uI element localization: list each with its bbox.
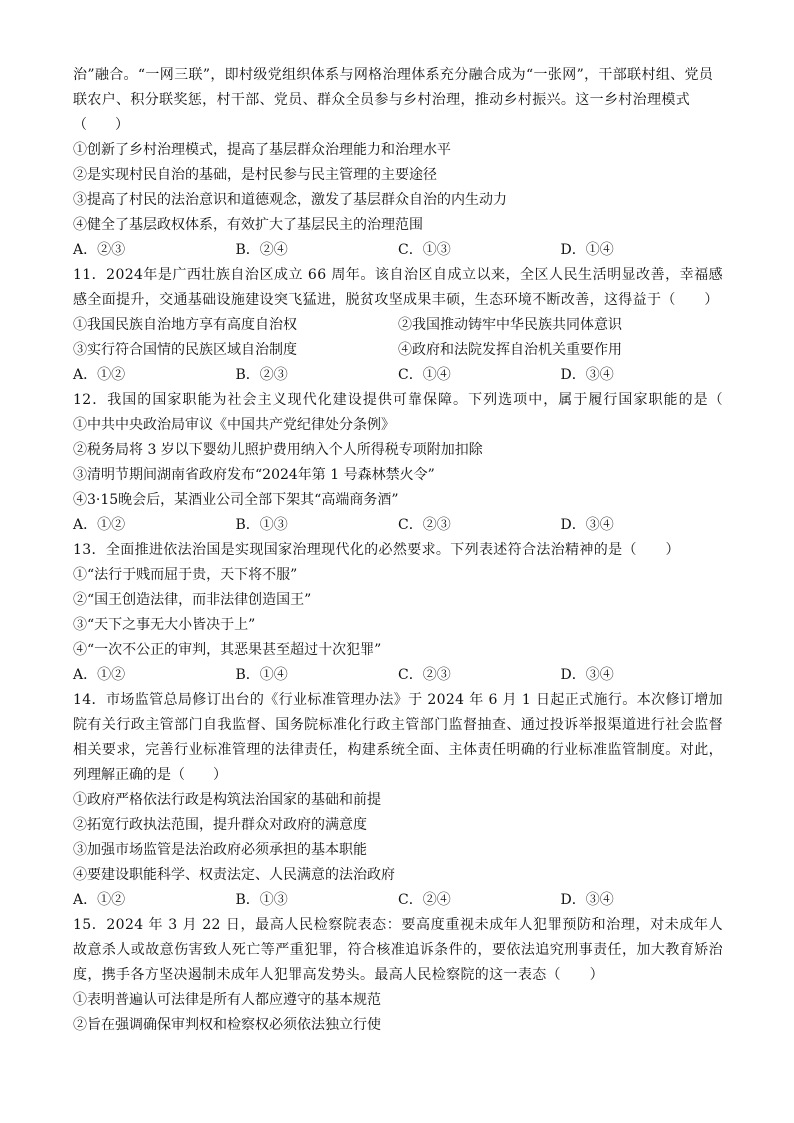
statement-4: ④政府和法院发挥自治机关重要作用: [398, 342, 622, 358]
question-10-continuation: [73, 63, 723, 263]
option-b[interactable]: B．①③: [235, 892, 288, 908]
option-b[interactable]: B．②③: [235, 367, 288, 383]
question-stem-line: 列理解正确的是（ ）: [73, 767, 227, 783]
statement-3: ③清明节期间湖南省政府发布“2024年第 1 号森林禁火令”: [73, 467, 435, 483]
statement-4: ④健全了基层政权体系，有效扩大了基层民主的治理范围: [73, 217, 423, 233]
statement-1: ①政府严格依法行政是构筑法治国家的基础和前提: [73, 792, 381, 808]
answer-options: [73, 363, 723, 388]
question-stem-line: 感全面提升，交通基础设施建设突飞猛进，脱贫攻坚成果丰硕，生态环境不断改善，这得益于（ ）: [73, 292, 719, 308]
statement-row: [73, 338, 723, 363]
answer-bracket: （ ）: [73, 117, 129, 133]
statement-3: ③“天下之事无大小皆决于上”: [73, 617, 256, 633]
option-d[interactable]: D．③④: [560, 892, 614, 908]
question-stem-line: 度，携手各方坚决遏制未成年人犯罪高发势头。最高人民检察院的这一表态（ ）: [73, 967, 604, 983]
statement-1: ①“法行于贱而屈于贵，天下将不服”: [73, 567, 298, 583]
question-stem-line: 12．我国的国家职能为社会主义现代化建设提供可靠保障。下列选项中，属于履行国家职能的是（: [73, 392, 723, 408]
question-stem-line: 故意杀人或故意伤害致人死亡等严重犯罪，符合核准追诉条件的，要依法追究刑事责任，加大教育矫治: [73, 942, 723, 958]
option-a[interactable]: A．①②: [73, 517, 126, 533]
question-stem-line: 治”融合。“一网三联”，即村级党组织体系与网格治理体系充分融合成为“一张网”，干部联村组、党员: [73, 67, 714, 83]
option-d[interactable]: D．③④: [560, 517, 614, 533]
question-stem-line: 13．全面推进依法治国是实现国家治理现代化的必然要求。下列表述符合法治精神的是（ ）: [73, 542, 680, 558]
question-12: [73, 388, 723, 538]
option-b[interactable]: B．①④: [235, 667, 288, 683]
question-15: [73, 913, 723, 1038]
exam-page: [73, 63, 723, 1038]
statement-3: ③加强市场监管是法治政府必须承担的基本职能: [73, 842, 367, 858]
statement-row: [73, 313, 723, 338]
option-b[interactable]: B．①③: [235, 517, 288, 533]
question-14: [73, 688, 723, 913]
statement-2: ②旨在强调确保审判权和检察权必须依法独立行使: [73, 1017, 381, 1033]
statement-4: ④要建设职能科学、权责法定、人民满意的法治政府: [73, 867, 395, 883]
question-11: [73, 263, 723, 388]
option-d[interactable]: D．①④: [560, 242, 614, 258]
statement-1: ①中共中央政治局审议《中国共产党纪律处分条例》: [73, 417, 395, 433]
option-a[interactable]: A．②③: [73, 242, 126, 258]
option-a[interactable]: A．①②: [73, 667, 126, 683]
question-stem-line: 联农户、积分联奖惩，村干部、党员、群众全员参与乡村治理，推动乡村振兴。这一乡村治理模式: [73, 92, 691, 108]
option-c[interactable]: C．②③: [398, 517, 451, 533]
statement-2: ②“国王创造法律，而非法律创造国王”: [73, 592, 312, 608]
option-c[interactable]: C．②④: [398, 892, 451, 908]
question-stem-line: 11．2024年是广西壮族自治区成立 66 周年。该自治区自成立以来，全区人民生活明显改善，幸福感: [73, 267, 723, 283]
statement-2: ②拓宽行政执法范围，提升群众对政府的满意度: [73, 817, 367, 833]
statement-3: ③提高了村民的法治意识和道德观念，激发了基层群众自治的内生动力: [73, 192, 507, 208]
statement-4: ④3·15晚会后，某酒业公司全部下架其“高端商务酒”: [73, 492, 399, 508]
option-c[interactable]: C．②③: [398, 667, 451, 683]
option-a[interactable]: A．①②: [73, 367, 126, 383]
statement-1: ①创新了乡村治理模式，提高了基层群众治理能力和治理水平: [73, 142, 451, 158]
answer-options: [73, 888, 723, 913]
statement-2: ②税务局将 3 岁以下婴幼儿照护费用纳入个人所得税专项附加扣除: [73, 442, 483, 458]
statement-4: ④“一次不公正的审判，其恶果甚至超过十次犯罪”: [73, 642, 382, 658]
question-stem-line: 相关要求，完善行业标准管理的法律责任，构建系统全面、主体责任明确的行业标准监管制度。对此，: [73, 742, 723, 758]
answer-options: [73, 238, 723, 263]
option-d[interactable]: D．③④: [560, 367, 614, 383]
statement-2: ②我国推动铸牢中华民族共同体意识: [398, 317, 622, 333]
option-c[interactable]: C．①④: [398, 367, 451, 383]
option-b[interactable]: B．②④: [235, 242, 288, 258]
answer-options: [73, 663, 723, 688]
statement-3: ③实行符合国情的民族区域自治制度: [73, 342, 297, 358]
question-stem-line: 14．市场监管总局修订出台的《行业标准管理办法》于 2024 年 6 月 1 日起正式施行。本次修订增加: [73, 692, 723, 708]
statement-1: ①表明普遍认可法律是所有人都应遵守的基本规范: [73, 992, 381, 1008]
statement-1: ①我国民族自治地方享有高度自治权: [73, 317, 297, 333]
option-c[interactable]: C．①③: [398, 242, 451, 258]
question-stem-line: 15．2024 年 3 月 22 日，最高人民检察院表态：要高度重视未成年人犯罪预防和治理，对未成年人: [73, 917, 723, 933]
statement-2: ②是实现村民自治的基础，是村民参与民主管理的主要途径: [73, 167, 437, 183]
option-a[interactable]: A．①②: [73, 892, 126, 908]
option-d[interactable]: D．③④: [560, 667, 614, 683]
question-13: [73, 538, 723, 688]
question-stem-line: 院有关行政主管部门自我监督、国务院标准化行政主管部门监督抽查、通过投诉举报渠道进行社会监督: [73, 717, 723, 733]
answer-options: [73, 513, 723, 538]
